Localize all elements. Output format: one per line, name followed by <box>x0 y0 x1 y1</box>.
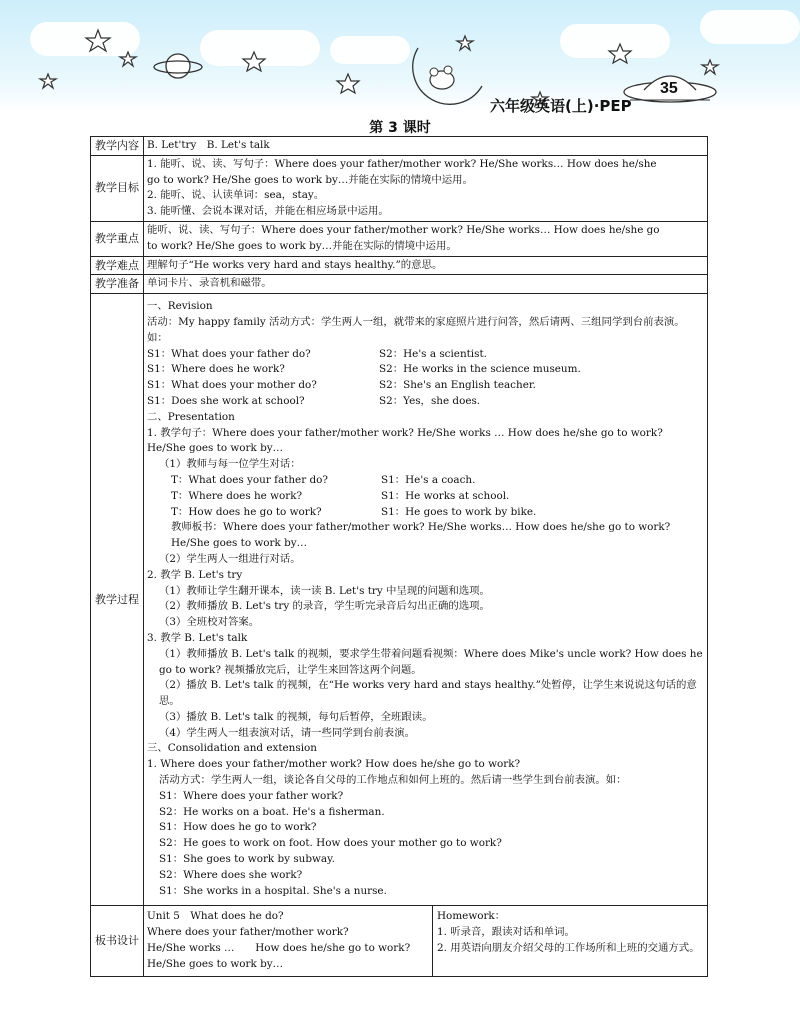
step-text: 1. 教学句子：Where does your father/mother work? He/She works … How does he/she go to work? He/She goes to work by… <box>147 426 663 455</box>
activity-text: 活动方式：学生两人一组，谈论各自父母的工作地点和如何上班的。然后请一些学生到台前表演。如： <box>159 774 627 787</box>
dialogue-line: S2：Where does she work? <box>159 868 303 881</box>
section-heading: 一、Revision <box>147 300 213 313</box>
row-board-design <box>91 906 708 976</box>
row-process <box>91 294 708 906</box>
substep-text: （2）学生两人一组进行对话。 <box>159 552 301 565</box>
row-label: 教学内容 <box>91 137 144 156</box>
board-design-cell <box>144 906 708 976</box>
row-label: 教学重点 <box>91 221 144 256</box>
lesson-plan-table <box>90 136 708 977</box>
row-preparation <box>91 275 708 294</box>
section-heading: 二、Presentation <box>147 410 235 423</box>
step-text: 2. 教学 B. Let's try <box>147 568 243 581</box>
dialogue-line: T：How does he go to work? S1：He goes to work by bike. <box>171 505 537 518</box>
substep-text: （2）播放 B. Let's talk 的视频，在“He works very hard and stays healthy.”处暂停，让学生来说说这句话的意思。 <box>159 679 697 708</box>
text-line: go to work? He/She goes to work by…并能在实际的情境中运用。 <box>147 173 473 186</box>
section-heading: 三、Consolidation and extension <box>147 742 317 755</box>
dialogue-line: S1：What does your mother do? S2：She's an English teacher. <box>147 379 536 392</box>
substep-text: （3）全班校对答案。 <box>159 616 260 629</box>
board-line: Unit 5 What does he do? <box>147 910 284 923</box>
substep-text: （1）教师让学生翻开课本，读一读 B. Let's try 中呈现的问题和选项。 <box>159 584 490 597</box>
homework-item: 2. 用英语向朋友介绍父母的工作场所和上班的交通方式。 <box>437 942 700 955</box>
text-line: 能听、说、读、写句子：Where does your father/mother work? He/She works… How does he/she go <box>147 223 660 236</box>
dialogue-line: S1：Does she work at school? S2：Yes，she does. <box>147 394 481 407</box>
grade-label: 六年级英语(上)·PEP <box>490 97 632 115</box>
substep-text: （1）教师与每一位学生对话： <box>159 458 301 471</box>
content-text: B. Let'try B. Let's talk <box>144 137 708 156</box>
activity-text: 活动：My happy family 活动方式：学生两人一组，就带来的家庭照片进行问答，然后请两、三组同学到台前表演。如： <box>147 315 685 344</box>
goals-text <box>144 155 708 221</box>
process-text <box>144 294 708 906</box>
dialogue-line: S1：She works in a hospital. She's a nurse. <box>159 884 387 897</box>
row-goals <box>91 155 708 221</box>
row-label: 教学目标 <box>91 155 144 221</box>
dialogue-line: S1：Where does he work? S2：He works in the science museum. <box>147 363 581 376</box>
key-points-text <box>144 221 708 256</box>
difficulties-text: 理解句子“He works very hard and stays healthy.”的意思。 <box>144 256 708 275</box>
substep-text: （1）教师播放 B. Let's talk 的视频，要求学生带着问题看视频：Where does Mike's uncle work? How does he go to work? 视频播放完后，让学生来回答这两个问题。 <box>159 647 703 676</box>
moon-mouse-icon <box>413 48 482 104</box>
text-line: to work? He/She goes to work by…并能在实际的情境中运用。 <box>147 239 457 252</box>
header-illustration <box>0 0 800 112</box>
row-difficulties <box>91 256 708 275</box>
page-number: 35 <box>660 80 678 97</box>
board-write-text: 教师板书：Where does your father/mother work? He/She works… How does he/she go to work? He/She goes to work by… <box>171 521 671 550</box>
dialogue-line: S1：How does he go to work? <box>159 821 317 834</box>
dialogue-line: S2：He works on a boat. He's a fisherman. <box>159 805 385 818</box>
row-label: 教学过程 <box>91 294 144 906</box>
board-line: He/She works … How does he/she go to work? <box>147 942 411 955</box>
dialogue-line: S1：What does your father do? S2：He's a scientist. <box>147 347 487 360</box>
lesson-title: 第 3 课时 <box>369 120 431 136</box>
text-line: 1. 能听、说、读、写句子：Where does your father/mother work? He/She works… How does he/she <box>147 157 657 170</box>
text-line: 3. 能听懂、会说本课对话，并能在相应场景中运用。 <box>147 205 389 218</box>
step-text: 3. 教学 B. Let's talk <box>147 631 248 644</box>
homework-item: 1. 听录音，跟读对话和单词。 <box>437 926 575 939</box>
text-line: 2. 能听、说、认读单词：sea，stay。 <box>147 189 325 202</box>
substep-text: （3）播放 B. Let's talk 的视频，每句后暂停，全班跟读。 <box>159 710 433 723</box>
row-content <box>91 137 708 156</box>
dialogue-line: S1：She goes to work by subway. <box>159 853 335 866</box>
homework <box>433 906 707 975</box>
substep-text: （2）教师播放 B. Let's try 的录音，学生听完录音后勾出正确的选项。 <box>159 600 490 613</box>
row-label: 教学准备 <box>91 275 144 294</box>
dialogue-line: S2：He goes to work on foot. How does your mother go to work? <box>159 837 502 850</box>
substep-text: （4）学生两人一组表演对话，请一些同学到台前表演。 <box>159 726 415 739</box>
row-label: 教学难点 <box>91 256 144 275</box>
preparation-text: 单词卡片、录音机和磁带。 <box>144 275 708 294</box>
dialogue-line: T：Where does he work? S1：He works at school. <box>171 489 510 502</box>
board-line: He/She goes to work by… <box>147 957 284 970</box>
board-line: Where does your father/mother work? <box>147 926 349 939</box>
row-key-points <box>91 221 708 256</box>
row-label: 板书设计 <box>91 906 144 976</box>
dialogue-line: S1：Where does your father work? <box>159 789 344 802</box>
dialogue-line: T：What does your father do? S1：He's a coach. <box>171 473 476 486</box>
board-layout <box>144 906 433 975</box>
homework-heading: Homework： <box>437 910 506 923</box>
planet-icon <box>154 54 202 78</box>
step-text: 1. Where does your father/mother work? How does he/she go to work? <box>147 758 521 771</box>
